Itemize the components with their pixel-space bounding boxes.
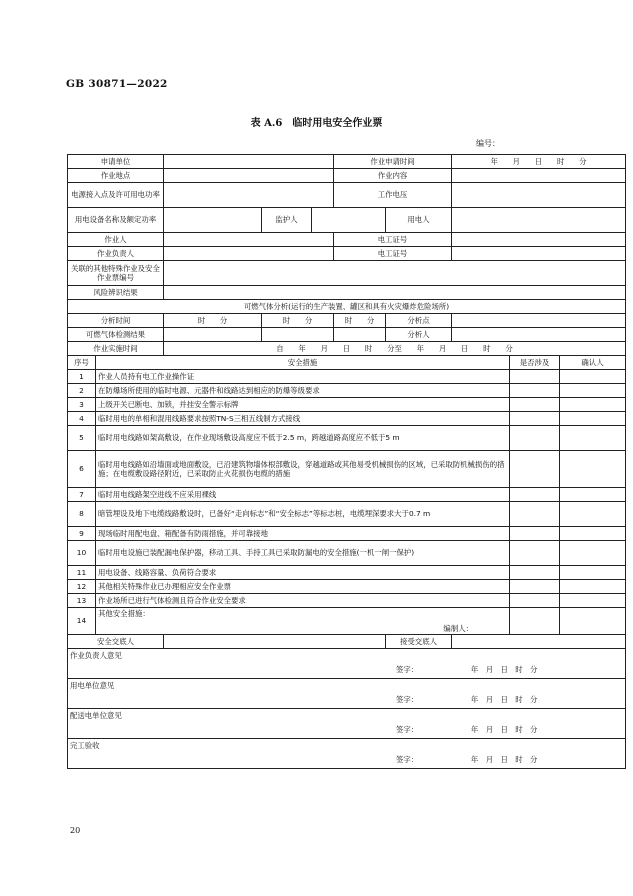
supervisor-cert-value[interactable] (452, 247, 626, 261)
guardian-value[interactable] (312, 208, 386, 233)
measure-text: 临时用电线路如沿墙面或地面敷设，已沿建筑物墙体根部敷设，穿越道路或其他易受机械损伤的区域，已采取防机械损伤的措施；在电缆敷设路径附近，已采取防止火花损伤电缆的措施 (96, 451, 510, 488)
gas-result-1[interactable] (164, 328, 262, 342)
measure-row (68, 502, 626, 527)
power-point-label: 电源接入点及许可用电功率 (68, 183, 164, 208)
sign-date: 年 月 日 时 分 (470, 694, 538, 704)
user-unit-opinion[interactable] (68, 679, 626, 709)
supervisor-value[interactable] (164, 247, 334, 261)
measure-row (68, 451, 626, 488)
measure-involved[interactable] (510, 594, 560, 608)
electrician-cert-value[interactable] (452, 233, 626, 247)
opinion-row (68, 739, 626, 769)
measure-no: 11 (68, 566, 96, 580)
electrician-cert-label: 电工证号 (334, 233, 452, 247)
location-value[interactable] (164, 169, 334, 183)
guardian-label: 监护人 (262, 208, 312, 233)
voltage-value[interactable] (452, 183, 626, 208)
measure-involved[interactable] (510, 527, 560, 541)
measure-text: 其他安全措施： (98, 609, 150, 618)
measure-row (68, 594, 626, 608)
analysis-time-3[interactable]: 时 分 (334, 314, 386, 328)
worker-value[interactable] (164, 233, 334, 247)
measure-row (68, 370, 626, 384)
measure-no: 5 (68, 426, 96, 451)
measure-confirmer[interactable] (560, 608, 626, 635)
measure-confirmer[interactable] (560, 502, 626, 527)
content-value[interactable] (452, 169, 626, 183)
measure-confirmer[interactable] (560, 566, 626, 580)
measure-involved[interactable] (510, 412, 560, 426)
sign-label: 签字： (396, 664, 419, 674)
user-value[interactable] (452, 208, 626, 233)
measure-row (68, 426, 626, 451)
serial-number-label: 编号： (476, 139, 500, 148)
risk-value[interactable] (164, 286, 626, 300)
measure-text: 作业场所已进行气体检测且符合作业安全要求 (96, 594, 510, 608)
completion-acceptance[interactable] (68, 739, 626, 769)
related-permits-label: 关联的其他特殊作业及安全作业票编号 (68, 261, 164, 286)
equipment-label: 用电设备名称及额定功率 (68, 208, 164, 233)
analyst-value[interactable] (452, 328, 626, 342)
measure-row (68, 580, 626, 594)
form-title: 表 A.6 临时用电安全作业票 (250, 118, 383, 129)
measure-confirmer[interactable] (560, 580, 626, 594)
power-point-value[interactable] (164, 183, 334, 208)
gas-result-3[interactable] (334, 328, 386, 342)
opinion-label: 配送电单位意见 (70, 711, 122, 720)
measure-text: 作业人员持有电工作业操作证 (96, 370, 510, 384)
equipment-value[interactable] (164, 208, 262, 233)
measure-row (68, 608, 626, 635)
applicant-unit-label: 申请单位 (68, 155, 164, 169)
measure-confirmer[interactable] (560, 370, 626, 384)
measure-involved[interactable] (510, 370, 560, 384)
supervisor-label: 作业负责人 (68, 247, 164, 261)
measure-confirmer[interactable] (560, 527, 626, 541)
opinion-row (68, 649, 626, 679)
measure-no: 12 (68, 580, 96, 594)
opinion-label: 用电单位意见 (70, 681, 115, 690)
measure-other[interactable] (96, 608, 510, 635)
measure-no: 3 (68, 398, 96, 412)
measure-no: 13 (68, 594, 96, 608)
measure-row (68, 566, 626, 580)
voltage-label: 工作电压 (334, 183, 452, 208)
content-label: 作业内容 (334, 169, 452, 183)
analyst-label: 分析人 (386, 328, 452, 342)
measure-involved[interactable] (510, 580, 560, 594)
measure-no: 2 (68, 384, 96, 398)
measure-text: 临时用电线路架空进线不应采用裸线 (96, 488, 510, 502)
receiver-value[interactable] (452, 635, 626, 649)
measure-text: 上级开关已断电、加锁，并挂安全警示标牌 (96, 398, 510, 412)
measure-involved[interactable] (510, 502, 560, 527)
opinion-row (68, 679, 626, 709)
measure-row (68, 541, 626, 566)
measure-involved[interactable] (510, 384, 560, 398)
measure-confirmer[interactable] (560, 594, 626, 608)
page-number: 20 (70, 826, 81, 835)
col-header-no: 序号 (68, 356, 96, 370)
gas-analysis-header: 可燃气体分析(运行的生产装置、罐区和具有火灾爆炸危险场所) (68, 300, 626, 314)
measure-text: 临时用电设施已装配漏电保护器，移动工具、手持工具已采取防漏电的安全措施(一机一闸一保护) (96, 541, 510, 566)
sign-label: 签字： (396, 694, 419, 704)
measure-no: 6 (68, 451, 96, 488)
measure-text: 现场临时用配电盘、箱配备有防雨措施，并可靠接地 (96, 527, 510, 541)
sign-label: 签字： (396, 754, 419, 764)
measure-confirmer[interactable] (560, 488, 626, 502)
measure-confirmer[interactable] (560, 384, 626, 398)
discloser-value[interactable] (164, 635, 386, 649)
apply-time-value[interactable]: 年 月 日 时 分 (452, 155, 626, 169)
risk-label: 风险辨识结果 (68, 286, 164, 300)
measure-involved[interactable] (510, 608, 560, 635)
related-permits-value[interactable] (164, 261, 626, 286)
gas-result-label: 可燃气体检测结果 (68, 328, 164, 342)
analysis-time-label: 分析时间 (68, 314, 164, 328)
measure-row (68, 412, 626, 426)
measure-row (68, 384, 626, 398)
supervisor-opinion[interactable] (68, 649, 626, 679)
power-unit-opinion[interactable] (68, 709, 626, 739)
opinion-label: 作业负责人意见 (70, 651, 122, 660)
measure-no: 1 (68, 370, 96, 384)
location-label: 作业地点 (68, 169, 164, 183)
analysis-time-1[interactable]: 时 分 (164, 314, 262, 328)
measure-involved[interactable] (510, 566, 560, 580)
sign-label: 签字： (396, 724, 419, 734)
measure-no: 4 (68, 412, 96, 426)
applicant-unit-value[interactable] (164, 155, 334, 169)
measure-text: 在防爆场所使用的临时电源、元器件和线路达到相应的防爆等级要求 (96, 384, 510, 398)
measure-row (68, 398, 626, 412)
measure-confirmer[interactable] (560, 426, 626, 451)
measure-no: 10 (68, 541, 96, 566)
col-header-confirm: 确认人 (560, 356, 626, 370)
discloser-label: 安全交底人 (68, 635, 164, 649)
measure-row (68, 488, 626, 502)
user-label: 用电人 (386, 208, 452, 233)
measure-involved[interactable] (510, 451, 560, 488)
sign-date: 年 月 日 时 分 (470, 724, 538, 734)
measure-confirmer[interactable] (560, 451, 626, 488)
col-header-involved: 是否涉及 (510, 356, 560, 370)
gas-result-2[interactable] (262, 328, 334, 342)
measure-row (68, 527, 626, 541)
measure-confirmer[interactable] (560, 398, 626, 412)
analysis-point-value[interactable] (452, 314, 626, 328)
impl-time-label: 作业实施时间 (68, 342, 164, 356)
measure-text: 其他相关特殊作业已办理相应安全作业票 (96, 580, 510, 594)
sign-date: 年 月 日 时 分 (470, 664, 538, 674)
supervisor-cert-label: 电工证号 (334, 247, 452, 261)
worker-label: 作业人 (68, 233, 164, 247)
measure-no: 9 (68, 527, 96, 541)
apply-time-label: 作业申请时间 (334, 155, 452, 169)
measure-no: 7 (68, 488, 96, 502)
opinion-label: 完工验收 (70, 741, 100, 750)
measure-text: 用电设备、线路容量、负荷符合要求 (96, 566, 510, 580)
work-permit-table (67, 154, 626, 769)
measure-text: 临时用电线路如架高敷设，在作业现场敷设高度应不低于2.5 m，跨越道路高度应不低于5 m (96, 426, 510, 451)
sign-date: 年 月 日 时 分 (470, 754, 538, 764)
opinion-row (68, 709, 626, 739)
measure-confirmer[interactable] (560, 541, 626, 566)
measure-text: 临时用电的单相和混用线路要求按照TN-S三相五线制方式接线 (96, 412, 510, 426)
measure-involved[interactable] (510, 398, 560, 412)
measure-no: 8 (68, 502, 96, 527)
measure-involved[interactable] (510, 488, 560, 502)
measure-confirmer[interactable] (560, 412, 626, 426)
impl-time-value[interactable]: 自 年 月 日 时 分至 年 月 日 时 分 (164, 342, 626, 356)
col-header-measure: 安全措施 (96, 356, 510, 370)
measure-involved[interactable] (510, 541, 560, 566)
analysis-point-label: 分析点 (386, 314, 452, 328)
measure-text: 暗管埋设及地下电缆线路敷设时，已备好“走向标志”和“安全标志”等标志桩，电缆埋深要求大于0.7 m (96, 502, 510, 527)
measure-involved[interactable] (510, 426, 560, 451)
standard-number: GB 30871—2022 (66, 78, 168, 90)
receiver-label: 接受交底人 (386, 635, 452, 649)
analysis-time-2[interactable]: 时 分 (262, 314, 334, 328)
compiler-label: 编制人： (443, 623, 473, 633)
measure-no: 14 (68, 608, 96, 635)
